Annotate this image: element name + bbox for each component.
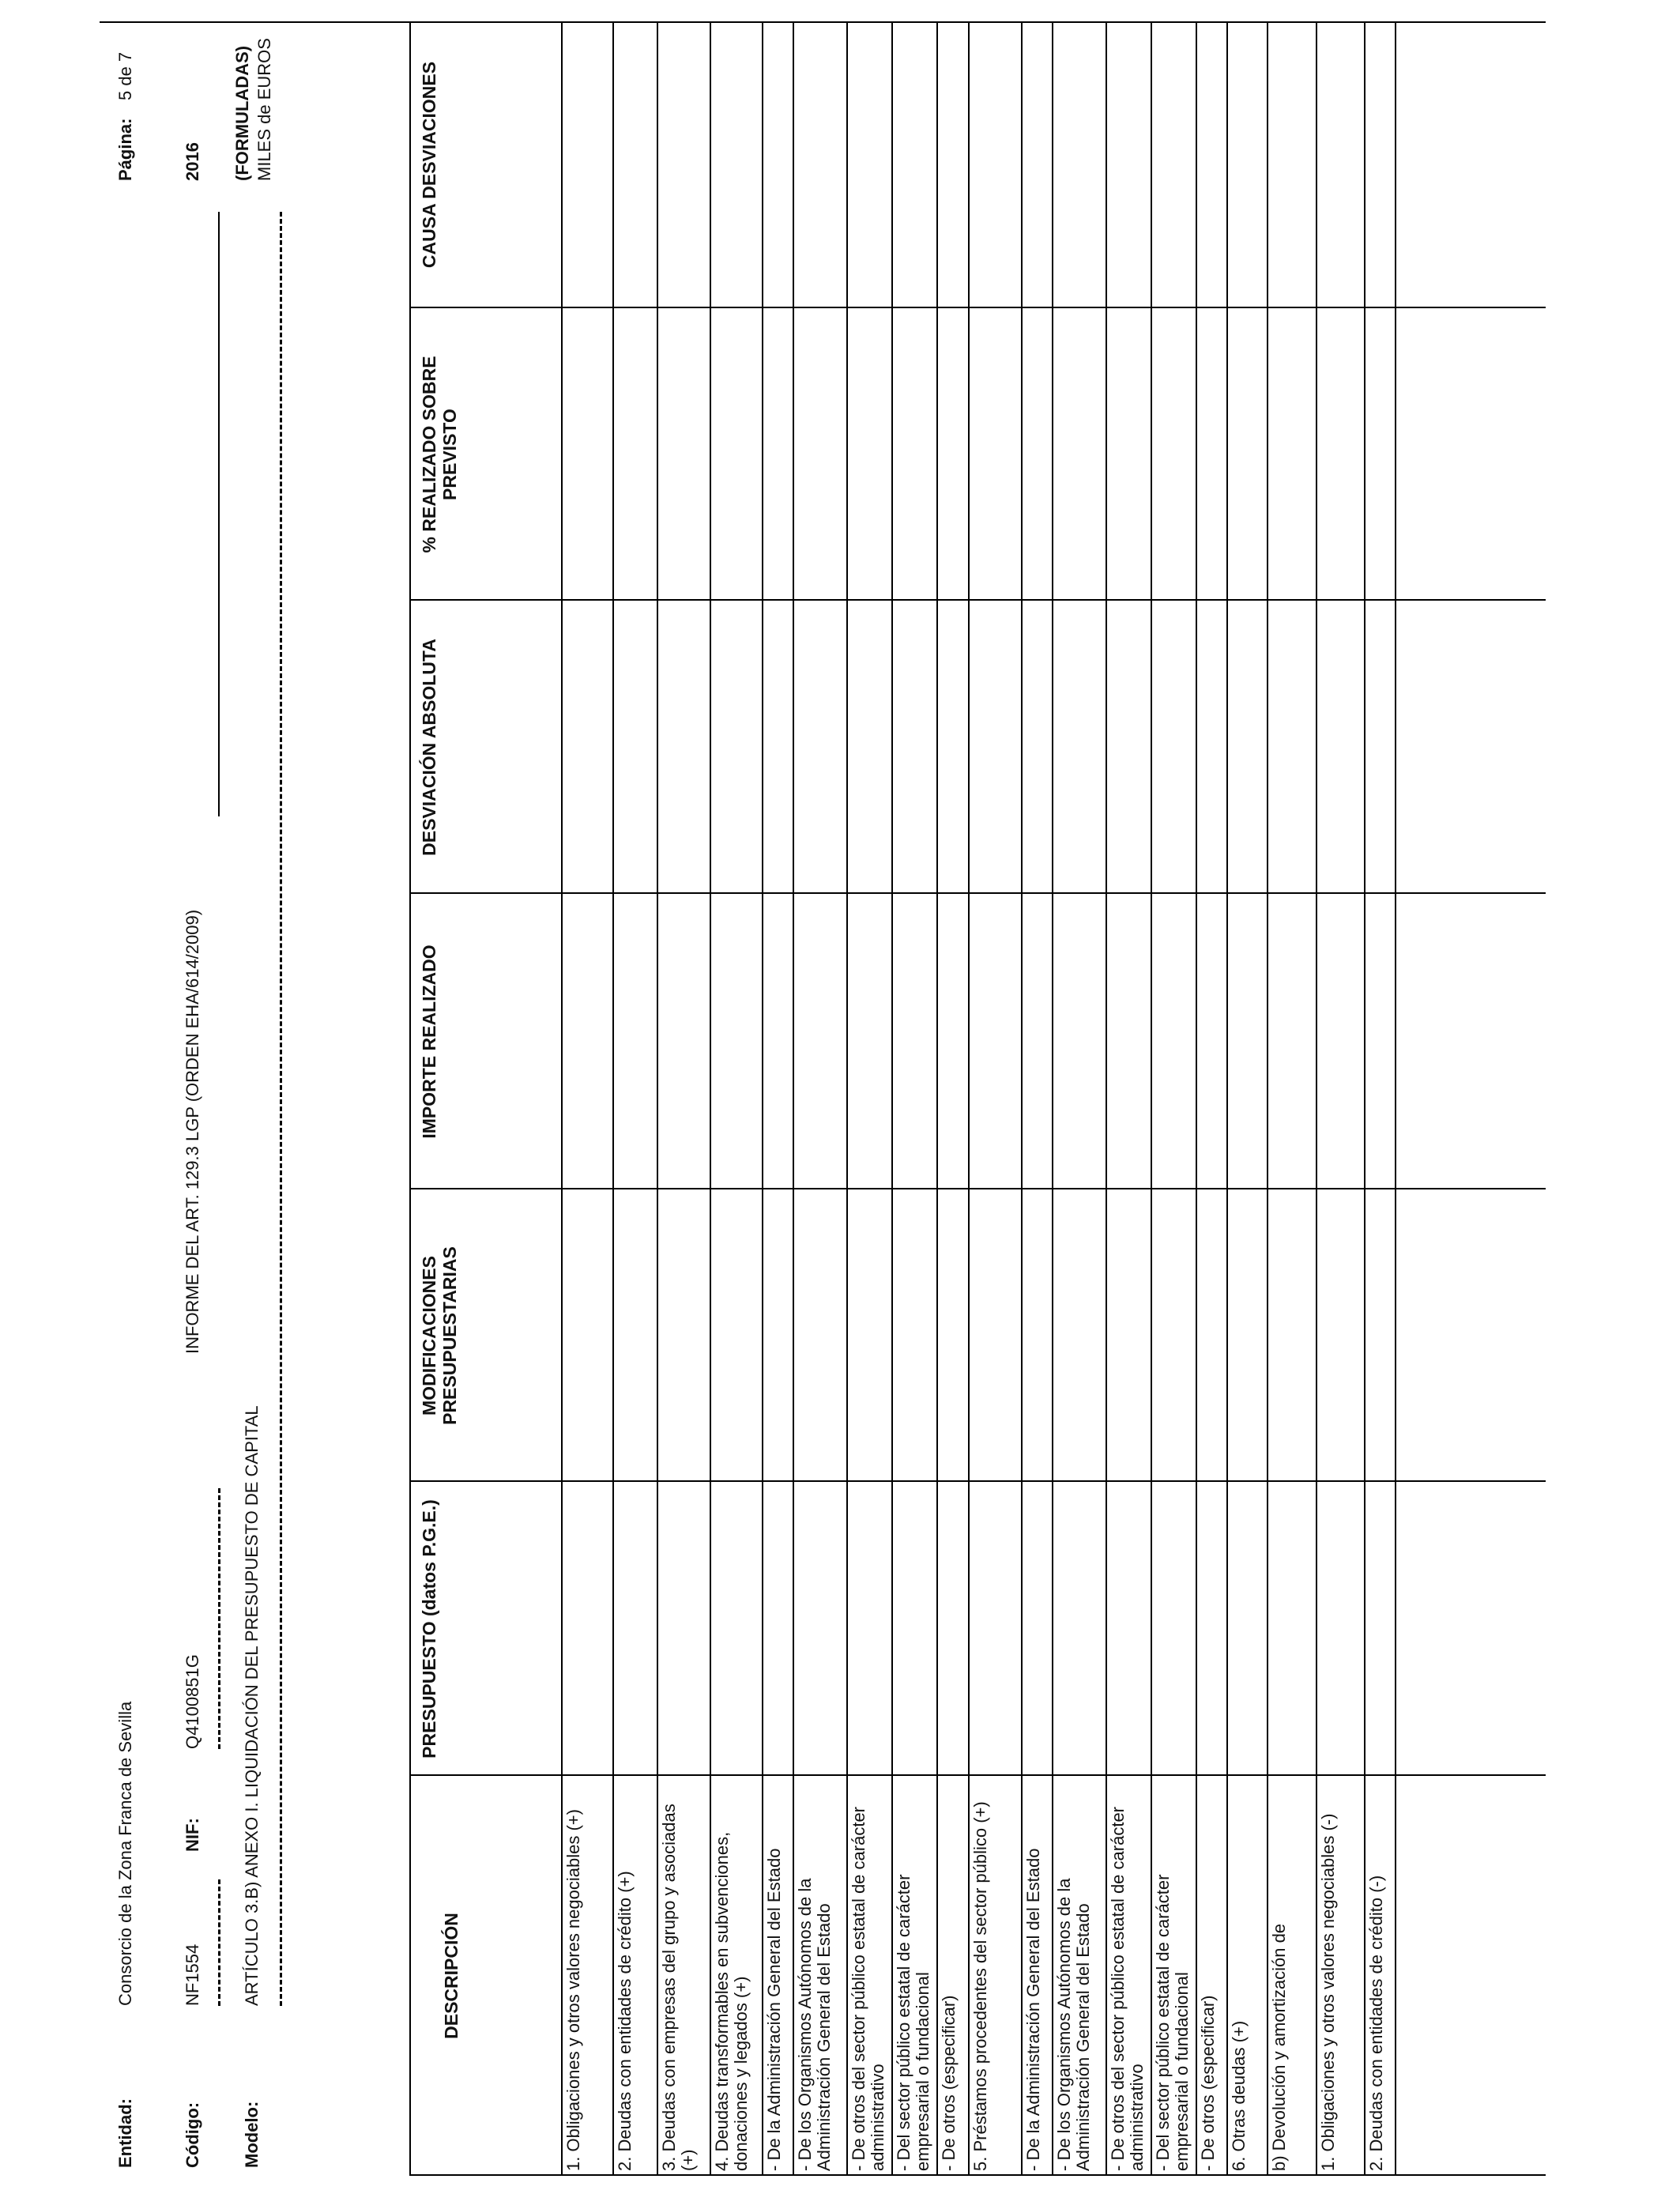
table-row-label: 1. Obligaciones y otros valores negociables (+) [563,1809,583,2171]
row-divider [1316,21,1317,2176]
row-divider [891,21,893,2176]
table-row-label: - De otros del sector público estatal de carácter administrativo [849,1806,887,2171]
row-divider [657,21,658,2176]
table-row-label: - De otros (especificar) [1198,1995,1218,2171]
row-divider [762,21,763,2176]
table-row-label: - De la Administración General del Estado [764,1848,784,2171]
table-row-label: - De los Organismos Autónomos de la Administración General del Estado [795,1878,834,2171]
report-year: 2016 [183,142,202,181]
row-divider [1226,21,1228,2176]
page-frame-right [100,21,1546,23]
units-label: MILES de EUROS [254,38,274,181]
table-row-label: 4. Deudas transformables en subvenciones, donaciones y legados (+) [712,1831,751,2171]
col-header-importe: IMPORTE REALIZADO [419,944,439,1139]
table-row-label: 3. Deudas con empresas del grupo y asociadas (+) [659,1804,698,2171]
codigo-value: NF1554 [183,1943,202,2006]
table-row-label: b) Devolución y amortización de [1269,1923,1289,2171]
col-header-descripcion: DESCRIPCIÓN [441,1913,461,2039]
table-row-label: - De otros del sector público estatal de carácter administrativo [1108,1806,1147,2171]
row-divider [936,21,938,2176]
col-header-modificaciones: MODIFICACIONES PRESUPUESTARIAS [419,1246,460,1425]
codigo-underline [218,1879,220,2006]
pagina-value: 5 de 7 [115,51,135,100]
row-divider [846,21,848,2176]
table-row-label: 1. Obligaciones y otros valores negociables (-) [1318,1813,1338,2171]
row-divider [1106,21,1107,2176]
table-row-label: - Del sector público estatal de carácter empresarial o fundacional [894,1874,932,2171]
formuladas-label: (FORMULADAS) [232,45,252,181]
table-row-label: 2. Deudas con entidades de crédito (-) [1366,1875,1386,2171]
report-header [100,21,411,2176]
row-divider [710,21,711,2176]
row-divider [1364,21,1365,2176]
table-row-label: - De los Organismos Autónomos de la Administración General del Estado [1054,1878,1093,2171]
col-header-desviacion: DESVIACIÓN ABSOLUTA [419,639,439,856]
report-page [100,21,1546,2176]
col-header-porcentaje: % REALIZADO SOBRE PREVISTO [419,356,460,553]
row-divider [968,21,970,2176]
nif-label: NIF: [183,1818,202,1852]
table-row-label: - De la Administración General del Estado [1023,1848,1043,2171]
table-row-label: - De otros (especificar) [939,1995,959,2171]
entidad-value: Consorcio de la Zona Franca de Sevilla [115,1701,135,2006]
budget-table [409,21,1546,2176]
row-divider [1395,21,1396,2176]
nif-underline [218,1488,220,1749]
row-divider [1151,21,1152,2176]
col-header-causa: CAUSA DESVIACIONES [419,61,439,269]
modelo-underline [280,212,282,2006]
nif-value: Q4100851G [183,1654,202,1749]
col-header-presupuesto: PRESUPUESTO (datos P.G.E.) [419,1499,439,1759]
table-row-label: 6. Otras deudas (+) [1229,2020,1249,2171]
row-divider [1021,21,1023,2176]
row-divider [612,21,614,2176]
modelo-value: ARTÍCULO 3.B) ANEXO I. LIQUIDACIÓN DEL PRESUPUESTO DE CAPITAL [242,1405,262,2006]
pagina-label: Página: [115,118,135,181]
row-divider [1267,21,1268,2176]
codigo-label: Código: [183,2102,202,2168]
entidad-label: Entidad: [115,2098,135,2168]
informe-underline [218,212,220,816]
table-row-label: 2. Deudas con entidades de crédito (+) [615,1871,635,2171]
informe-title: INFORME DEL ART. 129.3 LGP (ORDEN EHA/614/2009) [183,909,202,1354]
modelo-label: Modelo: [242,2101,262,2168]
row-divider [793,21,794,2176]
table-row-label: 5. Préstamos procedentes del sector público (+) [970,1801,990,2171]
table-row-label: - Del sector público estatal de carácter empresarial o fundacional [1153,1874,1192,2171]
row-divider [1052,21,1053,2176]
row-divider [1196,21,1197,2176]
